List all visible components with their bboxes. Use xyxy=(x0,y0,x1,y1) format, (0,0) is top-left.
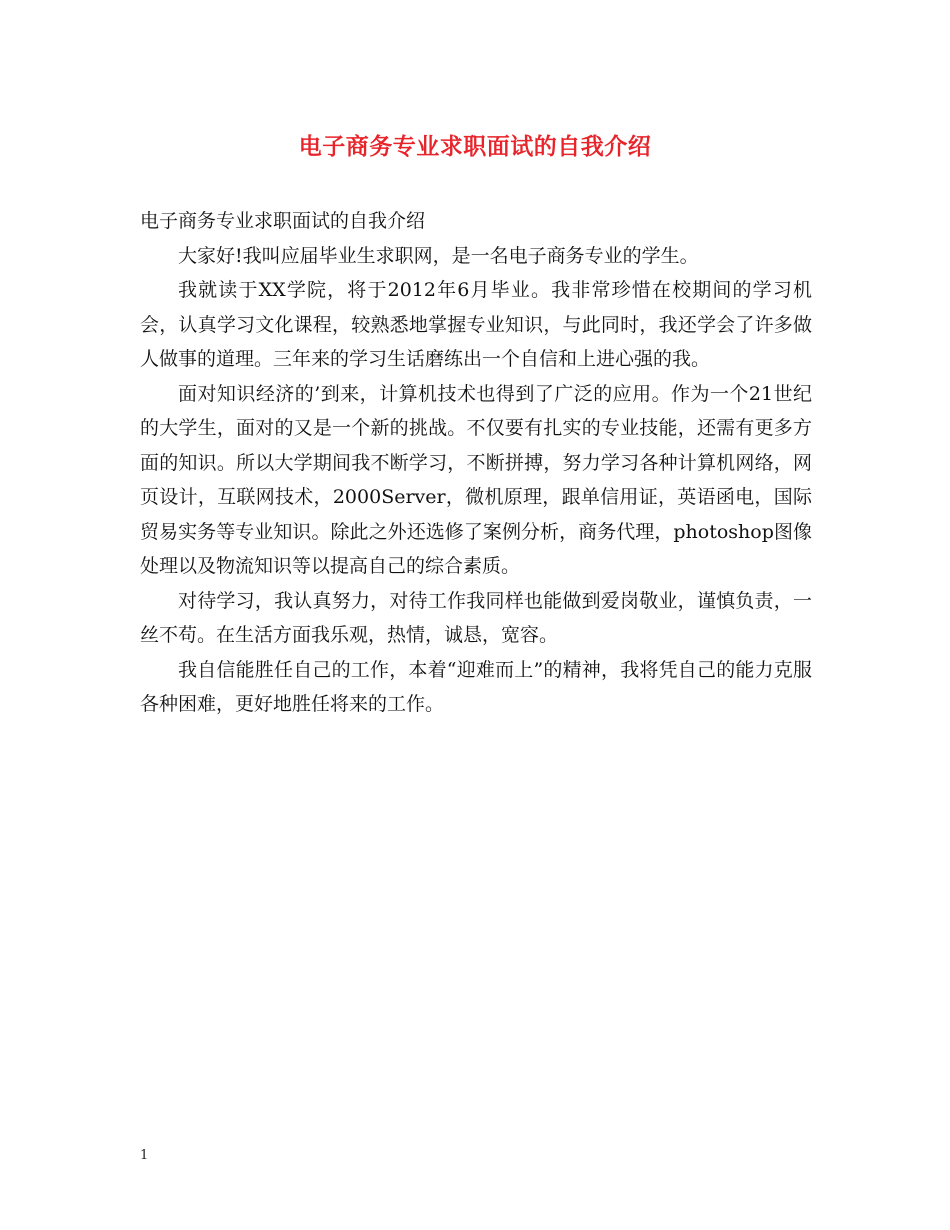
paragraph-attitude: 对待学习，我认真努力，对待工作我同样也能做到爱岗敬业，谨慎负责，一丝不苟。在生活方面我乐观，热情，诚恳，宽容。 xyxy=(140,589,812,646)
body-heading: 电子商务专业求职面试的自我介绍 xyxy=(140,210,426,232)
document-title: 电子商务专业求职面试的自我介绍 xyxy=(298,133,652,160)
page-number: 1 xyxy=(140,1148,149,1163)
paragraph-greeting: 大家好!我叫应届毕业生求职网，是一名电子商务专业的学生。 xyxy=(178,244,699,267)
document-body xyxy=(140,204,812,722)
paragraph-education: 我就读于XX学院，将于2012年6月毕业。我非常珍惜在校期间的学习机会，认真学习文化课程，较熟悉地掌握专业知识，与此同时，我还学会了许多做人做事的道理。三年来的学习生话磨练出一个自信和上进心强的我。 xyxy=(140,279,812,370)
paragraph-skills: 面对知识经济的’到来，计算机技术也得到了广泛的应用。作为一个21世纪的大学生，面对的又是一个新的挑战。不仅要有扎实的专业技能，还需有更多方面的知识。所以大学期间我不断学习，不断拼搏，努力学习各种计算机网络，网页设计，互联网技术，2000Server，微机原理，跟单信用证，英语函电，国际贸易实务等专业知识。除此之外还选修了案例分析，商务代理，photoshop图像处理以及物流知识等以提高自己的综合素质。 xyxy=(140,382,812,577)
paragraph-conclusion: 我自信能胜任自己的工作，本着“迎难而上”的精神，我将凭自己的能力克服各种困难，更好地胜任将来的工作。 xyxy=(140,658,812,715)
